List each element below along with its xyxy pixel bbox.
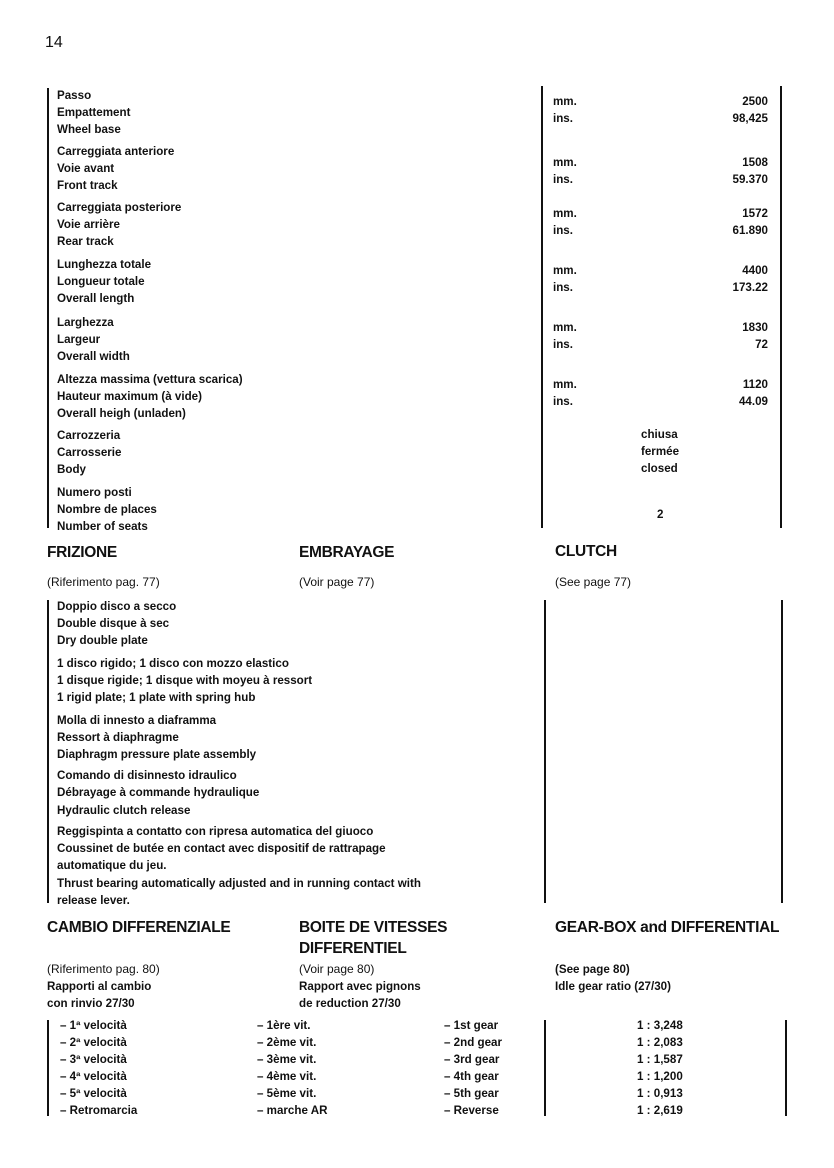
clutch-text: Molla di innesto a diaframma: [57, 714, 217, 727]
spec-label: Carreggiata posteriore: [57, 201, 182, 214]
clutch-text: release lever.: [57, 894, 130, 907]
spec-label: Voie arrière: [57, 218, 120, 231]
value-ins: 61.890: [732, 224, 768, 237]
gear-fr: – 4ème vit.: [257, 1070, 317, 1083]
gearbox-ref-en: (See page 80): [555, 963, 630, 976]
spec-label: Number of seats: [57, 520, 148, 533]
gear-ratio: 1 : 1,587: [637, 1053, 683, 1066]
unit-mm: mm.: [553, 95, 577, 108]
clutch-ref-it: (Riferimento pag. 77): [47, 575, 160, 589]
body-value: fermée: [641, 445, 680, 458]
gearbox-left-rule: [47, 1020, 49, 1116]
spec-label: Body: [57, 463, 86, 476]
clutch-text: 1 disque rigide; 1 disque with moyeu à ressort: [57, 674, 313, 687]
clutch-heading-fr: EMBRAYAGE: [299, 544, 395, 561]
value-mm: 4400: [742, 264, 768, 277]
gear-fr: – 2ème vit.: [257, 1036, 317, 1049]
spec-label: Lunghezza totale: [57, 258, 152, 271]
spec-label: Altezza massima (vettura scarica): [57, 373, 243, 386]
gear-ratio: 1 : 2,619: [637, 1104, 683, 1117]
page-number: 14: [45, 34, 63, 51]
spec-label: Numero posti: [57, 486, 132, 499]
gear-ratio: 1 : 2,083: [637, 1036, 683, 1049]
value-mm: 1830: [742, 321, 768, 334]
spec-label: Longueur totale: [57, 275, 145, 288]
unit-ins: ins.: [553, 338, 573, 351]
gear-it: – 5ª velocità: [60, 1087, 127, 1100]
body-value: chiusa: [641, 428, 678, 441]
gear-it: – 1ª velocità: [60, 1019, 127, 1032]
value-ins: 98,425: [732, 112, 768, 125]
spec-label: Carrosserie: [57, 446, 122, 459]
clutch-text: Dry double plate: [57, 634, 148, 647]
gear-en: – 3rd gear: [444, 1053, 500, 1066]
clutch-text: Hydraulic clutch release: [57, 804, 191, 817]
dimensions-left-rule: [47, 88, 49, 528]
gear-en: – 4th gear: [444, 1070, 499, 1083]
unit-mm: mm.: [553, 321, 577, 334]
spec-label: Overall heigh (unladen): [57, 407, 186, 420]
gearbox-heading-en: GEAR-BOX and DIFFERENTIAL: [555, 919, 780, 936]
gear-en: – 2nd gear: [444, 1036, 502, 1049]
gearbox-sub-fr: de reduction 27/30: [299, 997, 401, 1010]
clutch-text: Double disque à sec: [57, 617, 170, 630]
gear-fr: – 5ème vit.: [257, 1087, 317, 1100]
gearbox-heading-fr: DIFFERENTIEL: [299, 940, 407, 957]
spec-label: Hauteur maximum (à vide): [57, 390, 202, 403]
unit-ins: ins.: [553, 281, 573, 294]
clutch-text: Diaphragm pressure plate assembly: [57, 748, 257, 761]
spec-label: Passo: [57, 89, 92, 102]
value-ins: 59.370: [732, 173, 768, 186]
spec-label: Wheel base: [57, 123, 121, 136]
body-value: closed: [641, 462, 678, 475]
unit-mm: mm.: [553, 378, 577, 391]
value-mm: 1508: [742, 156, 768, 169]
gearbox-middle-rule: [544, 1020, 546, 1116]
spec-label: Overall width: [57, 350, 130, 363]
clutch-text: Ressort à diaphragme: [57, 731, 179, 744]
gear-fr: – 3ème vit.: [257, 1053, 317, 1066]
gearbox-sub-it: con rinvio 27/30: [47, 997, 135, 1010]
unit-mm: mm.: [553, 156, 577, 169]
spec-label: Carreggiata anteriore: [57, 145, 175, 158]
clutch-left-rule: [47, 600, 49, 903]
dimensions-middle-rule: [541, 86, 543, 528]
clutch-text: Thrust bearing automatically adjusted and in running contact with: [57, 877, 421, 890]
clutch-heading-en: CLUTCH: [555, 543, 617, 560]
unit-ins: ins.: [553, 224, 573, 237]
unit-ins: ins.: [553, 395, 573, 408]
value-mm: 1572: [742, 207, 768, 220]
gear-it: – 3ª velocità: [60, 1053, 127, 1066]
spec-label: Rear track: [57, 235, 114, 248]
gear-fr: – marche AR: [257, 1104, 328, 1117]
clutch-text: Débrayage à commande hydraulique: [57, 786, 260, 799]
clutch-ref-fr: (Voir page 77): [299, 575, 375, 589]
clutch-middle-rule: [544, 600, 546, 903]
clutch-text: Comando di disinnesto idraulico: [57, 769, 237, 782]
gearbox-heading-it: CAMBIO DIFFERENZIALE: [47, 919, 231, 936]
clutch-text: Reggispinta a contatto con ripresa automatica del giuoco: [57, 825, 374, 838]
spec-label: Front track: [57, 179, 118, 192]
spec-label: Voie avant: [57, 162, 115, 175]
gearbox-sub-fr: Rapport avec pignons: [299, 980, 421, 993]
clutch-heading-it: FRIZIONE: [47, 544, 117, 561]
clutch-text: 1 rigid plate; 1 plate with spring hub: [57, 691, 256, 704]
gear-it: – 4ª velocità: [60, 1070, 127, 1083]
clutch-right-rule: [781, 600, 783, 903]
gearbox-heading-fr: BOITE DE VITESSES: [299, 919, 448, 936]
clutch-text: Coussinet de butée en contact avec dispositif de rattrapage: [57, 842, 386, 855]
gear-ratio: 1 : 3,248: [637, 1019, 683, 1032]
gearbox-sub-it: Rapporti al cambio: [47, 980, 152, 993]
unit-mm: mm.: [553, 207, 577, 220]
spec-label: Nombre de places: [57, 503, 157, 516]
clutch-text: Doppio disco a secco: [57, 600, 177, 613]
gearbox-right-rule: [785, 1020, 787, 1116]
value-ins: 72: [755, 338, 768, 351]
clutch-ref-en: (See page 77): [555, 575, 632, 589]
dimensions-right-rule: [780, 86, 782, 528]
gear-fr: – 1ère vit.: [257, 1019, 311, 1032]
spec-label: Larghezza: [57, 316, 114, 329]
gear-en: – 5th gear: [444, 1087, 499, 1100]
clutch-text: 1 disco rigido; 1 disco con mozzo elastico: [57, 657, 289, 670]
unit-ins: ins.: [553, 173, 573, 186]
spec-label: Empattement: [57, 106, 131, 119]
value-ins: 173.22: [732, 281, 768, 294]
spec-label: Carrozzeria: [57, 429, 121, 442]
gear-it: – Retromarcia: [60, 1104, 138, 1117]
value-mm: 2500: [742, 95, 768, 108]
gear-en: – Reverse: [444, 1104, 499, 1117]
clutch-text: automatique du jeu.: [57, 859, 167, 872]
gearbox-ref-fr: (Voir page 80): [299, 962, 375, 976]
gear-ratio: 1 : 1,200: [637, 1070, 683, 1083]
gear-it: – 2ª velocità: [60, 1036, 127, 1049]
value-mm: 1120: [742, 378, 768, 391]
gearbox-sub-en: Idle gear ratio (27/30): [555, 980, 671, 993]
value-ins: 44.09: [738, 395, 768, 408]
spec-label: Largeur: [57, 333, 101, 346]
gear-ratio: 1 : 0,913: [637, 1087, 683, 1100]
unit-mm: mm.: [553, 264, 577, 277]
unit-ins: ins.: [553, 112, 573, 125]
gearbox-ref-it: (Riferimento pag. 80): [47, 962, 160, 976]
seats-value: 2: [657, 508, 664, 521]
spec-label: Overall length: [57, 292, 135, 305]
gear-en: – 1st gear: [444, 1019, 499, 1032]
